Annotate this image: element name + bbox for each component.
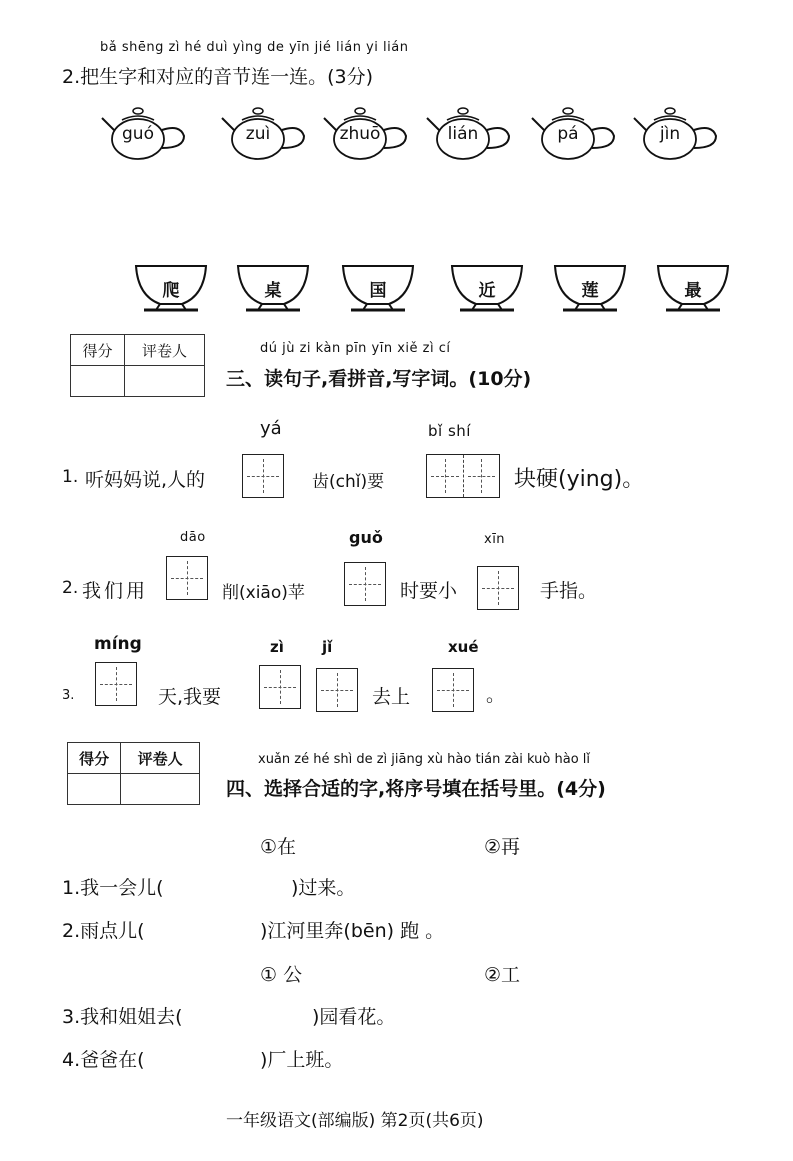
s2-text-a: 我们用	[82, 580, 149, 602]
q4-4-suffix: )厂上班。	[260, 1049, 344, 1071]
grader-label: 评卷人	[121, 743, 200, 774]
pinyin-bishi: bǐ shí	[428, 422, 471, 440]
section3-title: 三、读句子,看拼音,写字词。(10分)	[226, 368, 532, 390]
grader-cell[interactable]	[124, 366, 204, 397]
bowl-character: 爬	[162, 281, 180, 301]
pinyin-xin: xīn	[484, 532, 506, 547]
bowl-4[interactable]	[553, 262, 627, 316]
q4-3-suffix: )园看花。	[312, 1006, 396, 1028]
writing-box-xue[interactable]	[432, 668, 474, 712]
q4-1-suffix: )过来。	[291, 877, 356, 899]
bowl-character: 近	[478, 281, 496, 301]
writing-box-ji[interactable]	[316, 668, 358, 712]
page-footer: 一年级语文(部编版) 第2页(共6页)	[226, 1111, 484, 1131]
writing-box-bishi[interactable]	[426, 454, 500, 498]
answer-blank-3[interactable]	[218, 999, 310, 1027]
teapot-pinyin: zuì	[245, 124, 271, 144]
writing-box-dao[interactable]	[166, 556, 208, 600]
pinyin-guo: guǒ	[349, 528, 383, 547]
s1-text-b: 齿(chǐ)要	[312, 472, 385, 492]
teapot-4[interactable]	[530, 106, 622, 164]
grader-label: 评卷人	[124, 335, 204, 366]
grader-cell[interactable]	[121, 774, 200, 805]
writing-box-xin[interactable]	[477, 566, 519, 610]
bowl-0[interactable]	[134, 262, 208, 316]
bowl-5[interactable]	[656, 262, 730, 316]
score-label: 得分	[68, 743, 121, 774]
teapot-0[interactable]	[100, 106, 192, 164]
teapot-pinyin: jìn	[659, 124, 681, 144]
option-zai-2: ②再	[484, 836, 521, 858]
s3-text-a: 天,我要	[158, 686, 222, 708]
teapot-2[interactable]	[322, 106, 414, 164]
section4-pinyin: xuǎn zé hé shì de zì jiāng xù hào tián zài kuò hào lǐ	[258, 752, 591, 767]
teapot-3[interactable]	[425, 106, 517, 164]
score-cell[interactable]	[68, 774, 121, 805]
writing-box-ming[interactable]	[95, 662, 137, 706]
pinyin-ji: jǐ	[322, 638, 333, 656]
teapot-pinyin: zhuō	[339, 124, 381, 144]
pinyin-zi: zì	[270, 638, 284, 656]
q4-4-prefix: 4.爸爸在(	[62, 1049, 145, 1071]
pinyin-dao: dāo	[180, 530, 206, 545]
teapot-pinyin: guó	[122, 124, 154, 144]
q4-2-suffix: )江河里奔(bēn) 跑 。	[260, 920, 445, 942]
s2-number: 2.	[62, 578, 79, 598]
s2-text-c: 时要小	[400, 580, 458, 602]
q4-2-prefix: 2.雨点儿(	[62, 920, 145, 942]
teapot-1[interactable]	[220, 106, 312, 164]
q2-title: 2.把生字和对应的音节连一连。(3分)	[62, 66, 374, 88]
s2-text-d: 手指。	[540, 580, 598, 602]
pinyin-ya: yá	[260, 418, 282, 439]
answer-blank-2[interactable]	[172, 913, 258, 941]
writing-box-ya[interactable]	[242, 454, 284, 498]
score-label: 得分	[71, 335, 125, 366]
q2-pinyin: bǎ shēng zì hé duì yìng de yīn jié lián yi lián	[100, 40, 409, 55]
s3-text-b: 去上	[372, 686, 411, 708]
score-table-3	[70, 334, 205, 397]
section4-title: 四、选择合适的字,将序号填在括号里。(4分)	[226, 778, 606, 800]
bowl-3[interactable]	[450, 262, 524, 316]
bowl-character: 莲	[581, 281, 599, 301]
bowl-character: 国	[369, 281, 387, 301]
s1-text-c: 块硬(ying)。	[514, 467, 645, 492]
pinyin-ming: míng	[94, 634, 142, 654]
option-gong-2: ②工	[484, 964, 521, 986]
pinyin-xue: xué	[448, 638, 479, 656]
teapot-pinyin: pá	[557, 124, 579, 144]
bowl-character: 最	[684, 281, 702, 301]
s3-number: 3.	[62, 688, 75, 703]
bowl-2[interactable]	[341, 262, 415, 316]
s1-number: 1.	[62, 467, 79, 487]
section3-pinyin: dú jù zi kàn pīn yīn xiě zì cí	[260, 341, 451, 356]
teapot-pinyin: lián	[447, 124, 479, 144]
q4-1-prefix: 1.我一会儿(	[62, 877, 164, 899]
q4-3-prefix: 3.我和姐姐去(	[62, 1006, 183, 1028]
answer-blank-1[interactable]	[196, 870, 288, 898]
s1-text-a: 听妈妈说,人的	[85, 469, 206, 491]
s3-text-c: 。	[486, 684, 506, 706]
s2-text-b: 削(xiāo)苹	[222, 583, 305, 603]
bowl-1[interactable]	[236, 262, 310, 316]
score-cell[interactable]	[71, 366, 125, 397]
writing-box-guo[interactable]	[344, 562, 386, 606]
option-gong-1: ① 公	[260, 964, 303, 986]
writing-box-zi[interactable]	[259, 665, 301, 709]
teapot-5[interactable]	[632, 106, 724, 164]
score-table-4	[67, 742, 200, 805]
bowl-character: 桌	[264, 281, 282, 301]
answer-blank-4[interactable]	[172, 1042, 258, 1070]
option-zai-1: ①在	[260, 836, 297, 858]
